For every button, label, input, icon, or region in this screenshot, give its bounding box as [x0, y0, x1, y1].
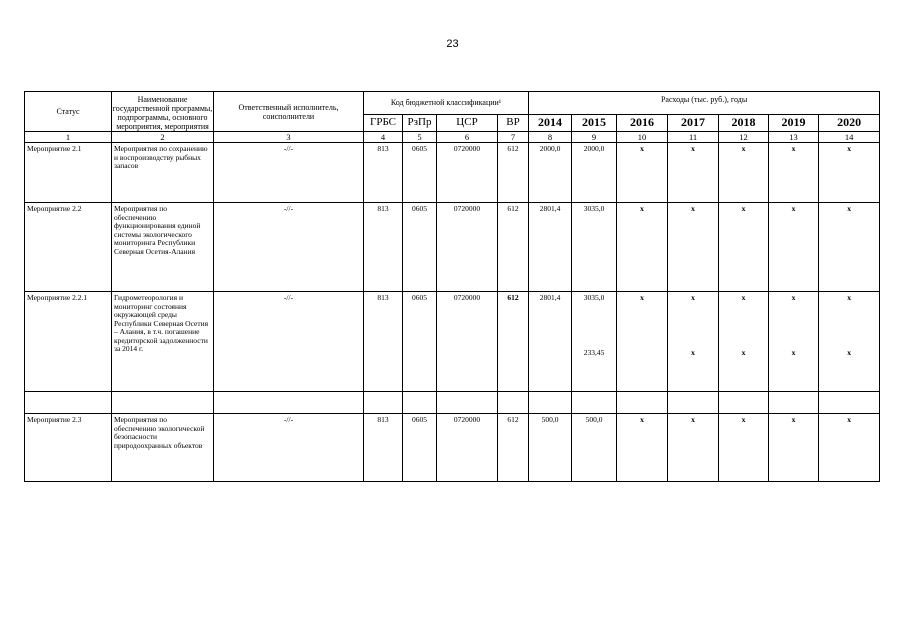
column-number: 13 — [769, 132, 819, 143]
header-year: 2019 — [769, 114, 819, 131]
row-grbs: 813 — [364, 292, 403, 392]
row-2015: 2000,0 — [572, 143, 617, 203]
column-number: 12 — [719, 132, 769, 143]
row-responsible: -//- — [214, 203, 364, 292]
row-rzpr: 0605 — [403, 414, 437, 482]
row-rzpr: 0605 — [403, 292, 437, 392]
row-2017: x — [668, 414, 719, 482]
header-year: 2014 — [529, 114, 572, 131]
value-2020-sub: x — [847, 347, 851, 357]
row-2016: x — [617, 414, 668, 482]
column-number: 6 — [437, 132, 498, 143]
row-csr: 0720000 — [437, 143, 498, 203]
row-2018: x — [719, 203, 769, 292]
header-expenses: Расходы (тыс. руб.), годы — [529, 92, 880, 115]
row-2014: 2000,0 — [529, 143, 572, 203]
header-grbs: ГРБС — [364, 114, 403, 131]
row-2014: 2801,4 — [529, 203, 572, 292]
value-2017-sub: x — [691, 347, 695, 357]
budget-table — [24, 91, 880, 482]
row-name: Гидрометеорология и мониторинг состояния окружающей среды Республики Северная Осетия – Алания, в т.ч. погашение кредиторской задолженности за 2014 г. — [112, 292, 214, 392]
value-2016: x — [640, 293, 644, 302]
value-2018: x — [741, 293, 746, 302]
row-2019: x — [769, 143, 819, 203]
row-status: Мероприятие 2.2.1 — [25, 292, 112, 392]
column-number-row — [25, 132, 880, 143]
row-2019 — [769, 292, 819, 392]
row-rzpr: 0605 — [403, 143, 437, 203]
row-2020: x — [819, 203, 880, 292]
header-year: 2016 — [617, 114, 668, 131]
row-responsible: -//- — [214, 143, 364, 203]
row-2016 — [617, 292, 668, 392]
column-number: 7 — [498, 132, 529, 143]
row-rzpr: 0605 — [403, 203, 437, 292]
row-responsible: -//- — [214, 292, 364, 392]
row-2016: x — [617, 203, 668, 292]
row-2015: 3035,0 — [572, 203, 617, 292]
row-2018: x — [719, 143, 769, 203]
row-vr: 612 — [498, 143, 529, 203]
table-row — [25, 414, 880, 482]
row-2019: x — [769, 203, 819, 292]
table-row — [25, 143, 880, 203]
header-rzpr: РзПр — [403, 114, 437, 131]
column-number: 10 — [617, 132, 668, 143]
row-2020 — [819, 292, 880, 392]
column-number: 14 — [819, 132, 880, 143]
page-number: 23 — [446, 38, 459, 50]
header-status: Статус — [25, 92, 112, 132]
row-grbs: 813 — [364, 414, 403, 482]
row-2017 — [668, 292, 719, 392]
header-csr: ЦСР — [437, 114, 498, 131]
row-2015: 500,0 — [572, 414, 617, 482]
table-row — [25, 292, 880, 392]
row-name: Мероприятия по обеспечению функционирования единой системы экологического мониторинга Республики Северная Осетия-Алания — [112, 203, 214, 292]
value-2019: x — [791, 293, 796, 302]
row-vr: 612 — [498, 292, 529, 392]
table-row — [25, 203, 880, 292]
empty-row — [25, 392, 880, 414]
value-2015-sub: 233,45 — [583, 347, 605, 357]
row-2017: x — [668, 203, 719, 292]
header-year: 2017 — [668, 114, 719, 131]
row-2020: x — [819, 414, 880, 482]
value-2018-sub: x — [741, 347, 746, 357]
row-grbs: 813 — [364, 203, 403, 292]
column-number: 2 — [112, 132, 214, 143]
column-number: 8 — [529, 132, 572, 143]
row-status: Мероприятие 2.3 — [25, 414, 112, 482]
column-number: 9 — [572, 132, 617, 143]
value-2015: 3035,0 — [583, 293, 605, 302]
row-2020: x — [819, 143, 880, 203]
row-2018 — [719, 292, 769, 392]
column-number: 11 — [668, 132, 719, 143]
row-csr: 0720000 — [437, 292, 498, 392]
value-2020: x — [847, 293, 851, 302]
row-name: Мероприятия по обеспечению экологической безопасности природоохранных объектов — [112, 414, 214, 482]
row-vr: 612 — [498, 414, 529, 482]
row-2019: x — [769, 414, 819, 482]
row-2014: 500,0 — [529, 414, 572, 482]
header-budget-code: Код бюджетной классификации¹ — [364, 92, 529, 115]
row-2016: x — [617, 143, 668, 203]
row-2017: x — [668, 143, 719, 203]
row-vr: 612 — [498, 203, 529, 292]
header-year: 2018 — [719, 114, 769, 131]
row-2015 — [572, 292, 617, 392]
row-name: Мероприятия по сохранению и воспроизводству рыбных запасов — [112, 143, 214, 203]
header-year: 2020 — [819, 114, 880, 131]
row-responsible: -//- — [214, 414, 364, 482]
header-name: Наименование государственной программы, подпрограммы, основного мероприятия, мероприятия — [112, 92, 214, 132]
row-grbs: 813 — [364, 143, 403, 203]
header-vr: ВР — [498, 114, 529, 131]
row-csr: 0720000 — [437, 414, 498, 482]
row-2014: 2801,4 — [529, 292, 572, 392]
column-number: 5 — [403, 132, 437, 143]
header-responsible: Ответственный исполнитель, соисполнители — [214, 92, 364, 132]
value-2019-sub: x — [791, 347, 796, 357]
column-number: 1 — [25, 132, 112, 143]
column-number: 4 — [364, 132, 403, 143]
row-2018: x — [719, 414, 769, 482]
value-2017: x — [691, 293, 695, 302]
row-status: Мероприятие 2.2 — [25, 203, 112, 292]
row-status: Мероприятие 2.1 — [25, 143, 112, 203]
column-number: 3 — [214, 132, 364, 143]
header-year: 2015 — [572, 114, 617, 131]
row-csr: 0720000 — [437, 203, 498, 292]
